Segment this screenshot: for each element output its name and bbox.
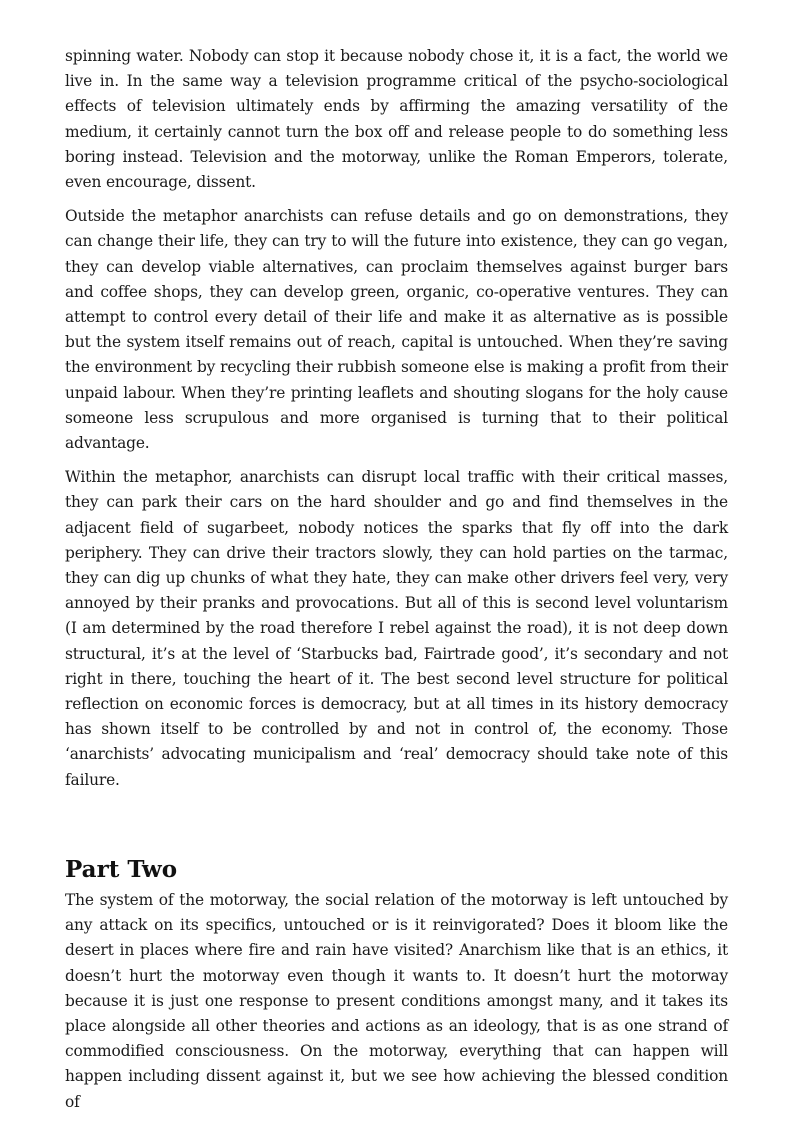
document-page bbox=[65, 44, 728, 1124]
body-paragraph: spinning water. Nobody can stop it because nobody chose it, it is a fact, the world we live in. In the same way a television programme critical of the psycho-sociological effects of television ultimately ends by affirming the amazing versatility of the medium, it certainly cannot turn the box off and release people to do something less boring instead. Television and the motorway, unlike the Roman Emperors, tolerate, even encourage, dissent. bbox=[65, 47, 728, 192]
body-paragraph: The system of the motorway, the social relation of the motorway is left untouched by any attack on its specifics, untouched or is it reinvigorated? Does it bloom like the desert in places where fire and rain have visited? Anarchism like that is an ethics, it doesn’t hurt the motorway even though it wants to. It doesn’t hurt the motorway because it is just one response to present conditions amongst many, and it takes its place alongside all other theories and actions as an ideology, that is as one strand of commodified consciousness. On the motorway, everything that can happen will happen including dissent against it, but we see how achieving the blessed condition of bbox=[65, 890, 728, 1111]
body-paragraph: Within the metaphor, anarchists can disrupt local traffic with their critical masses, they can park their cars on the hard shoulder and go and find themselves in the adjacent field of sugarbeet, nobody notices the sparks that fly off into the dark periphery. They can drive their tractors slowly, they can hold parties on the tarmac, they can dig up chunks of what they hate, they can make other drivers feel very, very annoyed by their pranks and provocations. But all of this is second level voluntarism (I am determined by the road therefore I rebel against the road), it is not deep down structural, it’s at the level of ‘Starbucks bad, Fairtrade good’, it’s secondary and not right in there, touching the heart of it. The best second level structure for political reflection on economic forces is democracy, but at all times in its history democracy has shown itself to be controlled by and not in control of, the economy. Those ‘anarchists’ advocating municipalism and ‘real’ democracy should take note of this failure. bbox=[65, 468, 728, 789]
section-spacer bbox=[65, 802, 728, 855]
body-paragraph: Outside the metaphor anarchists can refuse details and go on demonstrations, they can change their life, they can try to will the future into existence, they can go vegan, they can develop viable alternatives, can proclaim themselves against burger bars and coffee shops, they can develop green, organic, co-operative ventures. They can attempt to control every detail of their life and make it as alternative as is possible but the system itself remains out of reach, capital is untouched. When they’re saving the environment by recycling their rubbish someone else is making a profit from their unpaid labour. When they’re printing leaflets and shouting slogans for the holy cause someone less scrupulous and more organised is turning that to their political advantage. bbox=[65, 207, 728, 453]
section-heading: Part Two bbox=[65, 855, 178, 883]
